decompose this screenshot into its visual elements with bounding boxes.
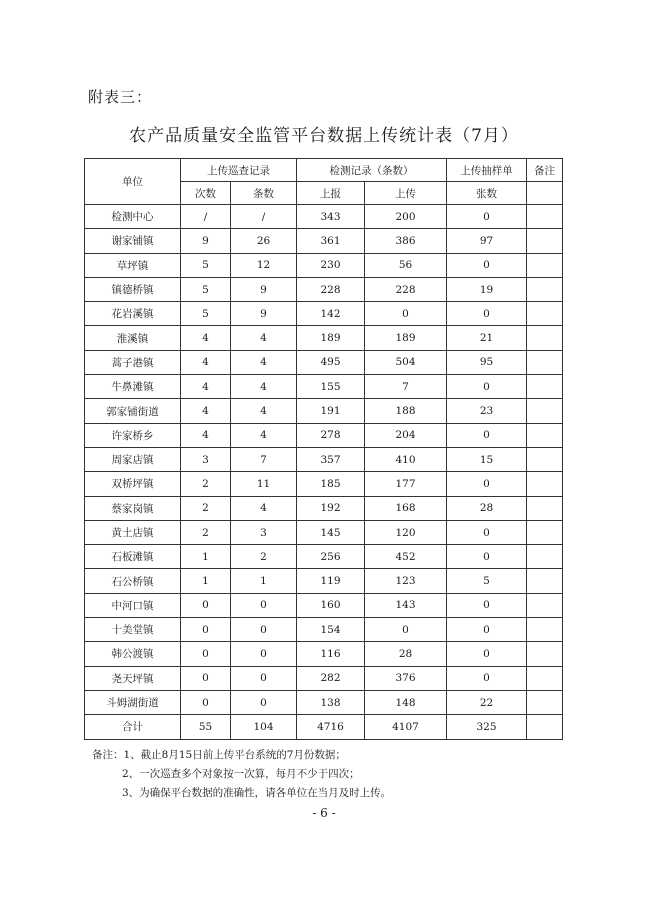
cell-report: 142 — [297, 302, 365, 326]
cell-times: 2 — [181, 520, 231, 544]
cell-sheets: 0 — [447, 472, 527, 496]
cell-remark — [527, 447, 563, 471]
cell-times: 9 — [181, 229, 231, 253]
cell-sheets: 28 — [447, 496, 527, 520]
table-row — [85, 447, 563, 471]
cell-count: 4 — [231, 375, 297, 399]
cell-unit: 镇德桥镇 — [85, 277, 181, 301]
appendix-label: 附表三： — [88, 88, 153, 106]
cell-upload: 504 — [365, 350, 447, 374]
cell-times: 5 — [181, 277, 231, 301]
cell-sheets: 0 — [447, 666, 527, 690]
cell-remark — [527, 593, 563, 617]
cell-unit: 许家桥乡 — [85, 423, 181, 447]
cell-count: 0 — [231, 666, 297, 690]
table-row — [85, 593, 563, 617]
notes — [92, 746, 391, 803]
cell-upload: 0 — [365, 618, 447, 642]
cell-times: 2 — [181, 472, 231, 496]
cell-count: 0 — [231, 593, 297, 617]
cell-upload: 28 — [365, 642, 447, 666]
cell-count: 4 — [231, 350, 297, 374]
cell-remark — [527, 302, 563, 326]
cell-upload: 120 — [365, 520, 447, 544]
cell-count: 12 — [231, 253, 297, 277]
cell-upload: 228 — [365, 277, 447, 301]
cell-upload: 0 — [365, 302, 447, 326]
cell-times: 0 — [181, 593, 231, 617]
cell-remark — [527, 618, 563, 642]
cell-count: 9 — [231, 302, 297, 326]
cell-count: 2 — [231, 545, 297, 569]
cell-times: 5 — [181, 302, 231, 326]
cell-times: 0 — [181, 642, 231, 666]
cell-remark — [527, 520, 563, 544]
cell-times: 0 — [181, 690, 231, 714]
cell-sheets: 15 — [447, 447, 527, 471]
cell-sheets: 0 — [447, 423, 527, 447]
table-row — [85, 326, 563, 350]
cell-report: 361 — [297, 229, 365, 253]
table-row — [85, 423, 563, 447]
table-row — [85, 545, 563, 569]
cell-times: 4 — [181, 375, 231, 399]
cell-sheets: 19 — [447, 277, 527, 301]
cell-report: 192 — [297, 496, 365, 520]
cell-upload: 56 — [365, 253, 447, 277]
cell-remark — [527, 472, 563, 496]
cell-unit: 蒿子港镇 — [85, 350, 181, 374]
cell-report: 282 — [297, 666, 365, 690]
header-remark-blank — [527, 182, 563, 205]
cell-times: / — [181, 205, 231, 229]
cell-sheets: 0 — [447, 618, 527, 642]
cell-remark — [527, 205, 563, 229]
cell-count: 4 — [231, 326, 297, 350]
cell-upload: 188 — [365, 399, 447, 423]
cell-report: 189 — [297, 326, 365, 350]
cell-remark — [527, 423, 563, 447]
note-line: 2、一次巡查多个对象按一次算，每月不少于四次； — [122, 768, 360, 780]
cell-upload: 4107 — [365, 715, 447, 739]
cell-remark — [527, 690, 563, 714]
cell-times: 1 — [181, 545, 231, 569]
table-row — [85, 666, 563, 690]
cell-sheets: 5 — [447, 569, 527, 593]
cell-remark — [527, 229, 563, 253]
cell-sheets: 0 — [447, 593, 527, 617]
cell-times: 2 — [181, 496, 231, 520]
cell-report: 138 — [297, 690, 365, 714]
cell-count: 104 — [231, 715, 297, 739]
cell-sheets: 97 — [447, 229, 527, 253]
cell-report: 256 — [297, 545, 365, 569]
cell-sheets: 325 — [447, 715, 527, 739]
table-row — [85, 690, 563, 714]
cell-times: 4 — [181, 326, 231, 350]
cell-times: 0 — [181, 666, 231, 690]
cell-times: 0 — [181, 618, 231, 642]
note-line: 3、为确保平台数据的准确性，请各单位在当月及时上传。 — [122, 787, 392, 799]
cell-count: 11 — [231, 472, 297, 496]
cell-unit: 斗姆湖街道 — [85, 690, 181, 714]
cell-sheets: 21 — [447, 326, 527, 350]
table-row — [85, 496, 563, 520]
header-upload: 上传 — [365, 182, 447, 205]
cell-remark — [527, 715, 563, 739]
cell-report: 278 — [297, 423, 365, 447]
cell-unit: 郭家铺街道 — [85, 399, 181, 423]
header-row-1 — [85, 159, 563, 182]
cell-unit: 石板滩镇 — [85, 545, 181, 569]
cell-sheets: 0 — [447, 642, 527, 666]
cell-sheets: 0 — [447, 205, 527, 229]
note-line: 备注：1、截止8月15日前上传平台系统的7月份数据； — [92, 749, 346, 761]
cell-unit: 花岩溪镇 — [85, 302, 181, 326]
cell-count: 3 — [231, 520, 297, 544]
header-test-records: 检测记录（条数） — [297, 159, 447, 182]
table-row — [85, 642, 563, 666]
table-row — [85, 229, 563, 253]
cell-unit: 牛鼻滩镇 — [85, 375, 181, 399]
cell-unit: 十美堂镇 — [85, 618, 181, 642]
cell-count: 9 — [231, 277, 297, 301]
table-row — [85, 205, 563, 229]
cell-unit: 石公桥镇 — [85, 569, 181, 593]
cell-sheets: 0 — [447, 375, 527, 399]
cell-upload: 376 — [365, 666, 447, 690]
page-number: - 6 - — [312, 806, 336, 820]
cell-upload: 123 — [365, 569, 447, 593]
cell-unit: 检测中心 — [85, 205, 181, 229]
table-row — [85, 253, 563, 277]
table-row — [85, 715, 563, 739]
cell-report: 357 — [297, 447, 365, 471]
header-times: 次数 — [181, 182, 231, 205]
cell-report: 154 — [297, 618, 365, 642]
cell-report: 145 — [297, 520, 365, 544]
cell-unit: 韩公渡镇 — [85, 642, 181, 666]
cell-times: 3 — [181, 447, 231, 471]
cell-remark — [527, 326, 563, 350]
cell-remark — [527, 375, 563, 399]
cell-report: 119 — [297, 569, 365, 593]
header-count: 条数 — [231, 182, 297, 205]
cell-unit: 淮溪镇 — [85, 326, 181, 350]
cell-count: 4 — [231, 496, 297, 520]
cell-unit: 双桥坪镇 — [85, 472, 181, 496]
header-sheets: 张数 — [447, 182, 527, 205]
cell-report: 116 — [297, 642, 365, 666]
cell-report: 185 — [297, 472, 365, 496]
header-patrol-records: 上传巡查记录 — [181, 159, 297, 182]
header-unit: 单位 — [85, 159, 181, 205]
cell-sheets: 95 — [447, 350, 527, 374]
cell-upload: 386 — [365, 229, 447, 253]
cell-unit: 周家店镇 — [85, 447, 181, 471]
header-sample-sheets: 上传抽样单 — [447, 159, 527, 182]
cell-remark — [527, 666, 563, 690]
cell-count: 26 — [231, 229, 297, 253]
cell-upload: 177 — [365, 472, 447, 496]
cell-report: 228 — [297, 277, 365, 301]
header-report: 上报 — [297, 182, 365, 205]
table-row — [85, 277, 563, 301]
statistics-table — [84, 158, 563, 740]
cell-unit: 草坪镇 — [85, 253, 181, 277]
cell-report: 230 — [297, 253, 365, 277]
table-row — [85, 399, 563, 423]
cell-times: 5 — [181, 253, 231, 277]
cell-report: 4716 — [297, 715, 365, 739]
cell-report: 343 — [297, 205, 365, 229]
cell-report: 495 — [297, 350, 365, 374]
header-remark: 备注 — [527, 159, 563, 182]
cell-count: 0 — [231, 642, 297, 666]
cell-upload: 410 — [365, 447, 447, 471]
cell-remark — [527, 569, 563, 593]
cell-times: 55 — [181, 715, 231, 739]
cell-remark — [527, 277, 563, 301]
cell-times: 4 — [181, 350, 231, 374]
cell-unit: 合计 — [85, 715, 181, 739]
cell-sheets: 0 — [447, 545, 527, 569]
table-row — [85, 375, 563, 399]
cell-times: 4 — [181, 423, 231, 447]
cell-unit: 谢家铺镇 — [85, 229, 181, 253]
cell-unit: 中河口镇 — [85, 593, 181, 617]
table-row — [85, 520, 563, 544]
cell-count: / — [231, 205, 297, 229]
cell-upload: 7 — [365, 375, 447, 399]
cell-upload: 148 — [365, 690, 447, 714]
cell-remark — [527, 399, 563, 423]
cell-unit: 蔡家岗镇 — [85, 496, 181, 520]
cell-times: 4 — [181, 399, 231, 423]
cell-sheets: 0 — [447, 302, 527, 326]
table-row — [85, 350, 563, 374]
cell-report: 191 — [297, 399, 365, 423]
cell-remark — [527, 253, 563, 277]
table-row — [85, 302, 563, 326]
cell-count: 4 — [231, 423, 297, 447]
table-row — [85, 618, 563, 642]
cell-remark — [527, 545, 563, 569]
table-row — [85, 472, 563, 496]
cell-upload: 189 — [365, 326, 447, 350]
cell-report: 155 — [297, 375, 365, 399]
cell-remark — [527, 350, 563, 374]
cell-count: 7 — [231, 447, 297, 471]
cell-count: 4 — [231, 399, 297, 423]
table-row — [85, 569, 563, 593]
cell-report: 160 — [297, 593, 365, 617]
cell-count: 0 — [231, 618, 297, 642]
cell-upload: 452 — [365, 545, 447, 569]
cell-times: 1 — [181, 569, 231, 593]
cell-count: 0 — [231, 690, 297, 714]
cell-sheets: 22 — [447, 690, 527, 714]
cell-sheets: 0 — [447, 253, 527, 277]
cell-upload: 204 — [365, 423, 447, 447]
cell-unit: 黄土店镇 — [85, 520, 181, 544]
cell-unit: 尧天坪镇 — [85, 666, 181, 690]
cell-remark — [527, 642, 563, 666]
cell-sheets: 0 — [447, 520, 527, 544]
cell-upload: 143 — [365, 593, 447, 617]
cell-upload: 168 — [365, 496, 447, 520]
cell-count: 1 — [231, 569, 297, 593]
cell-remark — [527, 496, 563, 520]
cell-sheets: 23 — [447, 399, 527, 423]
page-title: 农产品质量安全监管平台数据上传统计表（7月） — [129, 126, 519, 146]
table-body — [85, 205, 563, 740]
cell-upload: 200 — [365, 205, 447, 229]
